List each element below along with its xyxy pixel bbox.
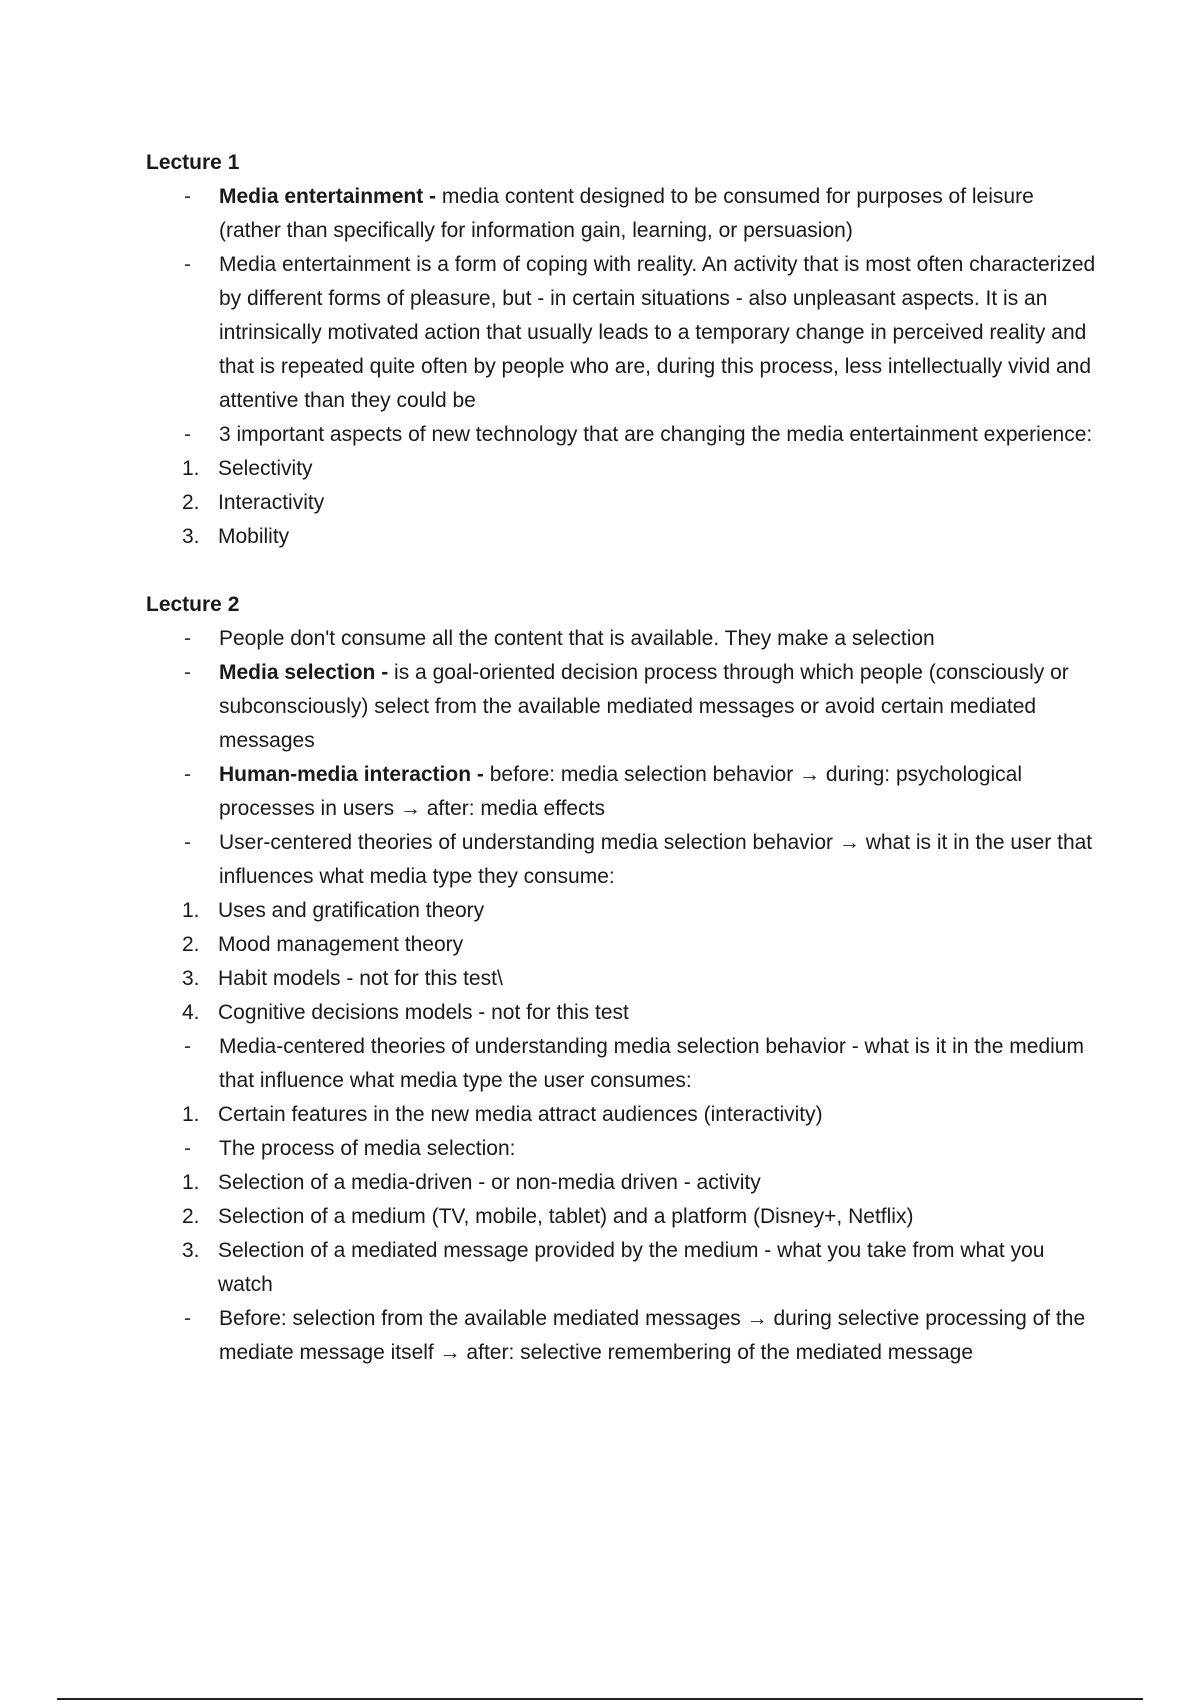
numbered-item: [146, 1166, 1096, 1200]
item-text: Media entertainment is a form of coping with reality. An activity that is most often characterized by different forms of pleasure, but - in certain situations - also unpleasant aspects. It is an intrinsically motivated action that usually leads to a temporary change in perceived reality and that is repeated quite often by people who are, during this process, less intellectually vivid and attentive than they could be: [219, 253, 1096, 412]
numbered-item-text: Cognitive decisions models - not for this test: [218, 1001, 629, 1024]
item-number: 2.: [182, 1205, 200, 1228]
bullet-list: [146, 1302, 1096, 1370]
item-text: media content designed to be consumed for purposes of leisure (rather than specifically for information gain, learning, or persuasion): [219, 185, 1034, 242]
numbered-item: [146, 1234, 1096, 1302]
numbered-item-text: Habit models - not for this test\: [218, 967, 503, 990]
item-number: 1.: [182, 1171, 200, 1194]
numbered-item-text: Certain features in the new media attract audiences (interactivity): [218, 1103, 823, 1126]
numbered-item: [146, 1200, 1096, 1234]
numbered-item-text: Selectivity: [218, 457, 313, 480]
bullet-list: [146, 180, 1096, 452]
term: Media selection -: [219, 661, 389, 684]
lecture-title: Lecture 2: [146, 593, 240, 616]
item-number: 4.: [182, 1001, 200, 1024]
dash-bullet-icon: -: [184, 253, 191, 276]
list-item: [146, 1030, 1096, 1098]
dash-bullet-icon: -: [184, 1035, 191, 1058]
numbered-list: [146, 1098, 1096, 1132]
item-number: 2.: [182, 491, 200, 514]
item-text: 3 important aspects of new technology that are changing the media entertainment experience:: [219, 423, 1093, 446]
item-text: The process of media selection:: [219, 1137, 516, 1160]
document-page: [146, 146, 1096, 1370]
numbered-item: [146, 928, 1096, 962]
item-number: 3.: [182, 1239, 200, 1262]
dash-bullet-icon: -: [184, 627, 191, 650]
list-item: [146, 418, 1096, 452]
item-text: is a goal-oriented decision process through which people (consciously or subconsciously) select from the available mediated messages or avoid certain mediated messages: [219, 661, 1069, 752]
bullet-list: [146, 1030, 1096, 1098]
list-item: [146, 248, 1096, 418]
list-item: [146, 826, 1096, 894]
numbered-item-text: Mobility: [218, 525, 290, 548]
dash-bullet-icon: -: [184, 185, 191, 208]
numbered-item: [146, 520, 1096, 554]
dash-bullet-icon: -: [184, 661, 191, 684]
dash-bullet-icon: -: [184, 763, 191, 786]
item-number: 1.: [182, 457, 200, 480]
bullet-list: [146, 622, 1096, 894]
lecture-2-section: [146, 588, 1096, 1370]
numbered-item-text: Selection of a mediated message provided by the medium - what you take from what you watch: [218, 1239, 1045, 1296]
numbered-item: [146, 996, 1096, 1030]
lecture-1-section: [146, 146, 1096, 554]
term: Human-media interaction -: [219, 763, 484, 786]
item-number: 1.: [182, 899, 200, 922]
numbered-item-text: Interactivity: [218, 491, 325, 514]
list-item: [146, 1302, 1096, 1370]
numbered-item-text: Uses and gratification theory: [218, 899, 485, 922]
numbered-item: [146, 486, 1096, 520]
item-number: 3.: [182, 525, 200, 548]
item-number: 3.: [182, 967, 200, 990]
dash-bullet-icon: -: [184, 423, 191, 446]
numbered-item-text: Selection of a media-driven - or non-media driven - activity: [218, 1171, 761, 1194]
item-text: before: media selection behavior → during: psychological processes in users → after: media effects: [219, 763, 1023, 820]
numbered-item: [146, 894, 1096, 928]
item-text: People don't consume all the content that is available. They make a selection: [219, 627, 935, 650]
item-number: 2.: [182, 933, 200, 956]
bullet-list: [146, 1132, 1096, 1166]
item-text: Media-centered theories of understanding media selection behavior - what is it in the medium that influence what media type the user consumes:: [219, 1035, 1084, 1092]
item-text: Before: selection from the available mediated messages → during selective processing of the mediate message itself → after: selective remembering of the mediated message: [219, 1307, 1086, 1364]
list-item: [146, 180, 1096, 248]
numbered-item-text: Selection of a medium (TV, mobile, tablet) and a platform (Disney+, Netflix): [218, 1205, 914, 1228]
term: Media entertainment -: [219, 185, 437, 208]
dash-bullet-icon: -: [184, 831, 191, 854]
dash-bullet-icon: -: [184, 1307, 191, 1330]
item-text: User-centered theories of understanding media selection behavior → what is it in the user that influences what media type they consume:: [219, 831, 1093, 888]
numbered-list: [146, 452, 1096, 554]
item-number: 1.: [182, 1103, 200, 1126]
list-item: [146, 1132, 1096, 1166]
numbered-item: [146, 1098, 1096, 1132]
dash-bullet-icon: -: [184, 1137, 191, 1160]
list-item: [146, 622, 1096, 656]
numbered-item-text: Mood management theory: [218, 933, 464, 956]
numbered-list: [146, 894, 1096, 1030]
numbered-item: [146, 962, 1096, 996]
list-item: [146, 758, 1096, 826]
numbered-list: [146, 1166, 1096, 1302]
numbered-item: [146, 452, 1096, 486]
list-item: [146, 656, 1096, 758]
lecture-title: Lecture 1: [146, 151, 240, 174]
